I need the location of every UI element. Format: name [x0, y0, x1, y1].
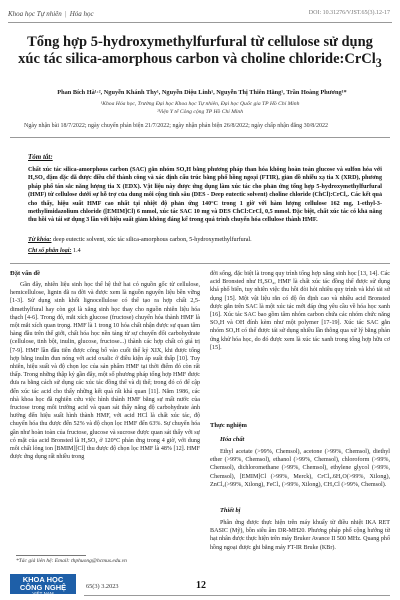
running-header: [8, 10, 94, 18]
subsection-heading-equipment: Thiết bị: [220, 507, 241, 514]
classification-value: 1.4: [71, 248, 81, 254]
affiliation-1: ¹Khoa Hóa học, Trường Đại học Khoa học Tự nhiên, Đại học Quốc gia TP Hồ Chí Minh: [100, 101, 300, 107]
journal-name: Khoa học Tự nhiên: [8, 10, 62, 18]
right-column-intro: [210, 270, 390, 418]
section-heading-experimental: Thực nghiệm: [210, 422, 247, 429]
section-heading-introduction: Đặt vấn đề: [10, 270, 40, 277]
abstract-heading: Tóm tắt:: [28, 153, 53, 161]
footnote-rule: [16, 555, 86, 556]
classification: [28, 248, 81, 254]
classification-label: Chỉ số phân loại:: [28, 248, 72, 254]
equipment-text: [210, 519, 390, 561]
subsection-heading-chemicals: Hóa chất: [220, 436, 245, 443]
affiliation-2: ²Viện Y tế Công cộng TP Hồ Chí Minh: [157, 109, 243, 115]
chemicals-paragraph: Ethyl acetate (>99%, Chemsol), acetone (>99%, Chemsol), diethyl ether (>99%, Chemsol), ethanol (>99%, Chemsol), chloroform (>99%, Chemsol), dichloromethane (>99%, Chemsol), ethylene glycol (>99%, Chemsol), [EMIM]Cl (>99%, Merck), CrCl₃.6H₂O(>99%, Xilong), ZnCl₂(>99%, Xilong), FeCl₃ (>99%, Xilong), CH₃Cl (>99%, Chemsol).: [210, 449, 390, 488]
abstract-bottom-rule: [10, 263, 390, 264]
logo-line-2: CÔNG NGHỆ: [19, 582, 67, 592]
title-text: Tổng hợp 5-hydroxymethylfurfural từ cellulose sử dụng xúc tác silica-amorphous carbon và choline chloride:CrCl: [18, 34, 376, 67]
chemicals-text: [210, 448, 390, 502]
issue-info: 65(3) 3.2023: [86, 583, 119, 590]
page-number: 12: [196, 580, 206, 591]
intro-continuation: đời sống, đặc biệt là trong quy trình tổng hợp xăng sinh học [13, 14]. Các acid Bronsted như H₂SO₄, HMF là chất xúc tác đồng thể được sử dụng khá phổ biến, tuy nhiên việc thu hồi đòi hỏi nhiều quy trình và khó tái sử dụng [15]. Một vật liệu rắn có độ ổn định cao và nhiều acid Bronsted được gắn trên SAC là một xúc tác mới đáp ứng yêu cầu về hóa học xanh [16]. Xúc tác SAC bao gồm tâm nhóm carbon chứa các nhóm chức năng SO₃H và OH đính kèm như một polymer [17-19]. Xúc tác SAC gắn nhóm SO₃H có thể được tái sử dụng nhiều lần thông qua xử lý bằng phản ứng khử hóa học, do đó được xem là xúc tác xanh trong tổng hợp hữu cơ [15].: [210, 271, 390, 351]
section-name: Hóa học: [69, 10, 94, 18]
received-dates: Ngày nhận bài 18/7/2022; ngày chuyển phản biện 21/7/2022; ngày nhận phản biện 26/8/2022; ngày chấp nhận đăng 30/8/2022: [24, 123, 328, 129]
keywords-label: Từ khóa:: [28, 237, 52, 243]
keywords: [28, 236, 382, 244]
abstract-top-rule: [10, 137, 390, 138]
article-title: [16, 34, 384, 72]
title-subscript: 3: [375, 55, 382, 70]
journal-logo: [10, 574, 76, 594]
keywords-text: deep eutectic solvent, xúc tác silica-amorphous carbon, 5-hydroxymethylfurfural.: [51, 237, 252, 243]
logo-line-1: KHOA HỌC: [22, 575, 64, 584]
corresponding-author-note: *Tác giả liên hệ: Email: thphuong@hcmus.edu.vn: [16, 558, 127, 564]
equipment-paragraph: Phân ứng được thực hiện trên máy khuấy từ điều nhiệt IKA RET BASIC (Mỹ), bồn siêu âm DR-MH20. Phương pháp phổ cộng hưởng từ hạt nhân được thực hiện trên máy Bruker Avance II 500 MHz. Quang phổ hồng ngoại được ghi bằng máy FT-IR Bruke (KBr).: [210, 520, 390, 551]
header-rule: [8, 22, 392, 23]
intro-paragraph: Gần đây, nhiên liệu sinh học thế hệ thứ hai có nguồn gốc từ cellulose, hemicellulose, lignin đã ra đời và được xem là nguồn nguyên liệu bền vững [1-3]. Sử dụng sinh khối lignocellulose có thể tạo ra hợp chất 2,5-dimethylfural hay còn gọi là xăng sinh học thay cho nguồn nhiên liệu hóa thạch [4-6]. Trong đó, mắt xích glucose (fructose) chuyển hóa thành HMF là một mắt xích quan trọng. HMF là 1 trong 10 hóa chất nhận được sự quan tâm hàng đầu trên thế giới, chất hóa học nền tảng từ sự chuyển đổi carbohydrate (cellulose, tinh bột, inulin, glucose, fructose...) thành các hợp chất có giá trị [7-9]. HMF lần đầu tiên được công bố vào cuối thế kỷ XIX, khi được tổng hợp bằng inulin đun nóng với acid oxalic ở điều kiện áp suất thấp [10]. Tuy nhiên, hiệu suất và độ chọn lọc của sản phẩm HMF tại thời điểm đó còn rất thấp. Trong những thập kỷ gần đây, một số phương pháp tổng hợp HMF được đưa ra bằng cách sử dụng các xúc tác đồng thể và dị thể; trong đó có để cập đến xúc tác acid cho thấy những kết quả rất khả quan [11]. Năm 1986, các nhà khoa học đã nghiên cứu việc hình thành HMF bằng sự mất nước của fructose trong môi trường acid và quan sát thấy năng độ carbohydrate ảnh hưởng đến hiệu suất hình thành HMF, với acid HCl là chất xúc tác, độ chuyển hóa thu được đến 52% và độ chọn lọc HMF đến 63%. Sự chuyển hóa gần như hoàn toàn của fructose, glucose và sucrose được quan sát thấy với sự có mặt của acid Bronsted là H₂SO₄ ở 120°C phản ứng trong 4 giờ, với dung môi chất lỏng ion [BMIM][Cl] thu được độ chọn lọc HMF là 48% [12]. HMF được ứng dụng rất nhiều trong: [10, 282, 200, 461]
footer-rule: [84, 595, 390, 596]
abstract-body: Chất xúc tác silica-amorphous carbon (SAC) gắn nhóm SO₃H bằng phương pháp than hóa không hoàn toàn glucose và sulfon hóa với H₂SO₄ đậm đặc đã được điều chế thành công và xác định cấu trúc bằng phổ hồng ngoại (FTIR), giản đồ nhiễu xạ tia X (XRD), phương pháp phổ tán sắc năng lượng tia X (EDX). Vật liệu này được ứng dụng làm xúc tác cho phản ứng tổng hợp 5-hydroxymethylfurfural (HMF) từ cellulose dưới sự hỗ trợ của dung môi cộng tinh sâu (DES - Deep eutectic solvent) choline chloride (ChCl):CrCl₃. Các kết quả cho thấy, hiệu suất HMF cao nhất tại nhiệt độ phản ứng 140°C trong 1 giờ với hàm lượng cellulose 162 mg, 1-ethyl-3-methylimidazolium chloride ([EMIM]Cl) 6 mmol, xúc tác SAC 10 mg và DES ChCl:CrCl₃ 0,5 mmol. Đặc biệt, chất xúc tác có khả năng thu hồi và tái sử dụng 3 lần với hiệu suất giảm không đáng kể trong quá trình chuyển hóa cellulose thành HMF.: [28, 167, 382, 224]
doi: DOI: 10.31276/VJST.65(3).12-17: [308, 10, 390, 16]
logo-line-3: VIỆT NAM: [32, 591, 54, 596]
header-separator: |: [64, 10, 67, 18]
left-column: [10, 281, 200, 551]
author-list: Phan Bích Hà¹·², Nguyễn Khánh Thy¹, Nguyễn Diệu Linh¹, Nguyễn Thị Thiên Hằng¹, Trần Hoàng Phương¹*: [57, 89, 347, 96]
